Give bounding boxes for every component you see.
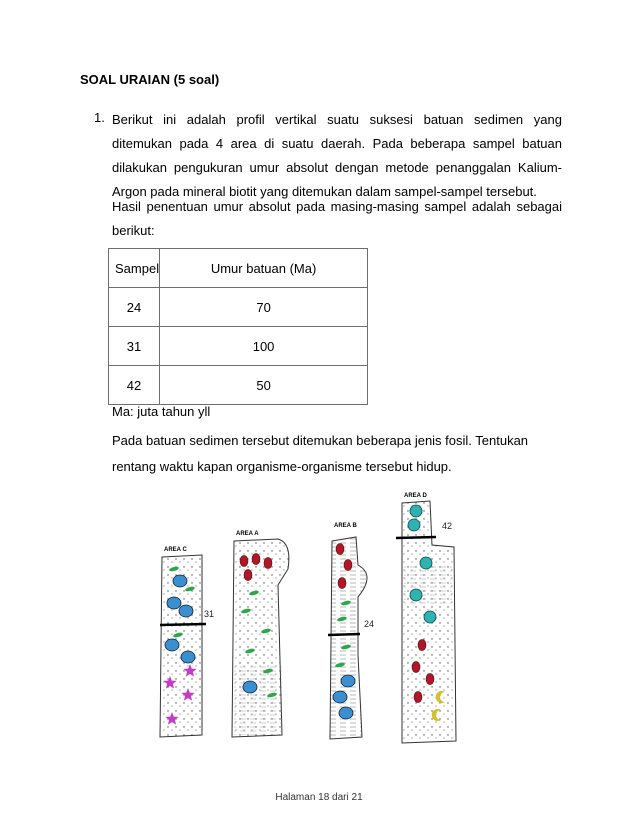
cell-sample: 31: [109, 327, 160, 366]
ammonite-fossil-icon: [408, 519, 420, 531]
table-row: [109, 327, 368, 366]
cell-age: 50: [160, 366, 368, 405]
bivalve-fossil-icon: [341, 675, 355, 687]
page-footer: Halaman 18 dari 21: [275, 792, 363, 803]
cell-age: 70: [160, 288, 368, 327]
seed-fossil-icon: [414, 692, 422, 703]
bivalve-fossil-icon: [173, 575, 187, 587]
age-table: [108, 248, 368, 405]
area-d-label: AREA D: [404, 493, 427, 499]
stratigraphic-columns-figure: [150, 485, 480, 747]
bivalve-fossil-icon: [243, 681, 257, 693]
column-area-b: [328, 523, 367, 739]
result-text: Hasil penentuan umur absolut pada masing-masing sampel adalah sebagai berikut:: [112, 199, 562, 238]
area-a-label: AREA A: [236, 531, 259, 537]
bivalve-fossil-icon: [333, 691, 347, 703]
header-age: Umur batuan (Ma): [160, 249, 368, 288]
table-header-row: [109, 249, 368, 288]
seed-fossil-icon: [336, 544, 344, 555]
cell-sample: 24: [109, 288, 160, 327]
ammonite-fossil-icon: [420, 557, 432, 569]
item-number: 1.: [94, 110, 105, 125]
sample-label-24: 24: [364, 619, 375, 629]
seed-fossil-icon: [338, 578, 346, 589]
cell-sample: 42: [109, 366, 160, 405]
intro-paragraph: [112, 108, 562, 204]
seed-fossil-icon: [244, 570, 252, 581]
header-sample: Sampel: [109, 249, 160, 288]
bivalve-fossil-icon: [179, 605, 193, 617]
cell-age: 100: [160, 327, 368, 366]
ammonite-fossil-icon: [410, 589, 422, 601]
bivalve-fossil-icon: [181, 651, 195, 663]
seed-fossil-icon: [412, 662, 420, 673]
area-c-label: AREA C: [164, 547, 187, 553]
bivalve-fossil-icon: [167, 597, 181, 609]
sample-label-42: 42: [442, 521, 453, 531]
section-heading: SOAL URAIAN (5 soal): [80, 72, 220, 87]
seed-fossil-icon: [240, 556, 248, 567]
question-paragraph: [112, 428, 564, 480]
unit-note: Ma: juta tahun yll: [112, 404, 211, 419]
result-paragraph: [112, 195, 562, 243]
ammonite-fossil-icon: [410, 505, 422, 517]
bivalve-fossil-icon: [339, 707, 353, 719]
area-b-label: AREA B: [334, 523, 357, 529]
seed-fossil-icon: [418, 640, 426, 651]
question-text: Pada batuan sedimen tersebut ditemukan beberapa jenis fosil. Tentukan rentang waktu kapan organisme-organisme tersebut hidup.: [112, 433, 529, 474]
table-row: [109, 288, 368, 327]
seed-fossil-icon: [426, 674, 434, 685]
ammonite-fossil-icon: [424, 611, 436, 623]
seed-fossil-icon: [264, 558, 272, 569]
seed-fossil-icon: [344, 560, 352, 571]
seed-fossil-icon: [252, 554, 260, 565]
sample-label-31: 31: [204, 609, 215, 619]
table-row: [109, 366, 368, 405]
bivalve-fossil-icon: [165, 639, 179, 651]
intro-text: Berikut ini adalah profil vertikal suatu suksesi batuan sedimen yang ditemukan pada 4 area di suatu daerah. Pada beberapa sampel batuan dilakukan pengukuran umur absolut dengan metode penanggalan Kalium-Argon pada mineral biotit yang ditemukan dalam sampel-sampel tersebut.: [112, 112, 562, 199]
